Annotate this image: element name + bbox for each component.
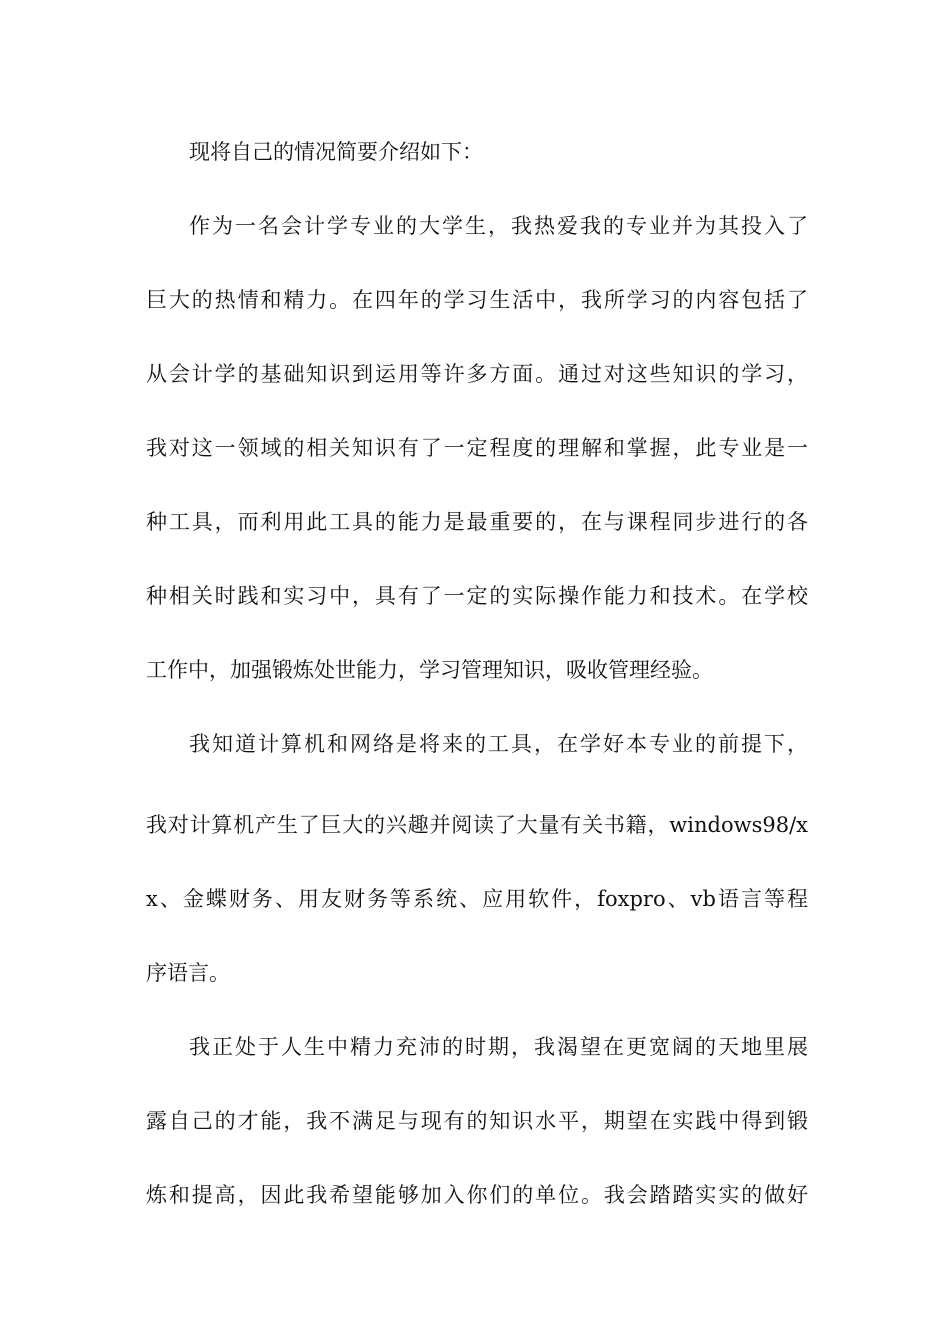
paragraph-intro-line: 现将自己的情况简要介绍如下： — [189, 140, 483, 164]
paragraph-major-line: 种工具，而利用此工具的能力是最重要的，在与课程同步进行的各 — [146, 510, 808, 534]
paragraph-computer-line: 我对计算机产生了巨大的兴趣并阅读了大量有关书籍，windows98/x — [146, 813, 808, 837]
paragraph-major-line: 种相关时践和实习中，具有了一定的实际操作能力和技术。在学校 — [146, 584, 808, 608]
paragraph-major-line: 巨大的热情和精力。在四年的学习生活中，我所学习的内容包括了 — [146, 288, 808, 312]
paragraph-major-line: 我对这一领域的相关知识有了一定程度的理解和掌握，此专业是一 — [146, 436, 808, 460]
paragraph-computer-line: 序语言。 — [146, 961, 230, 985]
paragraph-aspiration-line: 露自己的才能，我不满足与现有的知识水平，期望在实践中得到锻 — [146, 1109, 808, 1133]
paragraph-computer-line: x、金蝶财务、用友财务等系统、应用软件，foxpro、vb语言等程 — [146, 887, 808, 911]
paragraph-aspiration-line: 我正处于人生中精力充沛的时期，我渴望在更宽阔的天地里展 — [189, 1035, 808, 1059]
paragraph-major-line: 工作中，加强锻炼处世能力，学习管理知识，吸收管理经验。 — [146, 658, 713, 682]
paragraph-major-line: 作为一名会计学专业的大学生，我热爱我的专业并为其投入了 — [189, 214, 808, 238]
paragraph-major-line: 从会计学的基础知识到运用等许多方面。通过对这些知识的学习， — [146, 362, 808, 386]
paragraph-aspiration-line: 炼和提高，因此我希望能够加入你们的单位。我会踏踏实实的做好 — [146, 1183, 808, 1207]
paragraph-computer-line: 我知道计算机和网络是将来的工具，在学好本专业的前提下， — [189, 732, 808, 756]
